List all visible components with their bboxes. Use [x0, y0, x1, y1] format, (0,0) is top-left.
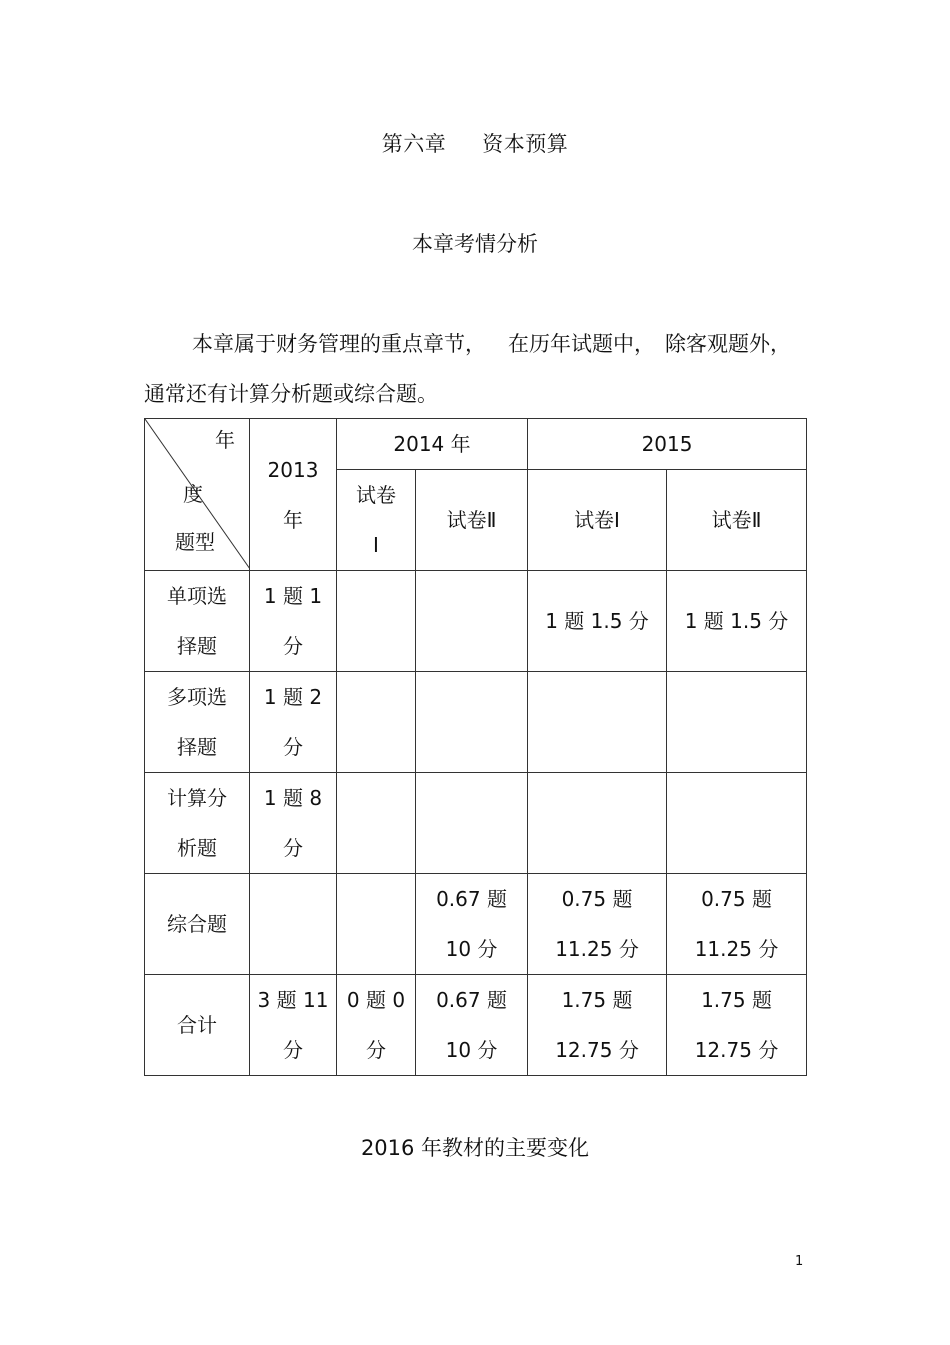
- cell-2014-paper2: [416, 975, 528, 1076]
- cell-line: 12.75 分: [694, 1038, 779, 1062]
- chapter-name: 资本预算: [482, 132, 569, 156]
- row-label: [145, 672, 250, 773]
- cell-2015-paper1: [528, 874, 667, 975]
- row-label-line: 择题: [177, 735, 217, 759]
- cell-2014-paper2: [416, 874, 528, 975]
- intro-part-2: 在历年试题中，: [508, 332, 655, 356]
- corner-year-label: 年: [215, 428, 235, 452]
- row-label: [145, 874, 250, 975]
- chapter-number: 第六章: [381, 132, 447, 156]
- cell-2013: [250, 773, 337, 874]
- row-label-line: 析题: [177, 836, 217, 860]
- intro-line-1: [192, 328, 791, 358]
- cell-2015-paper1: [528, 571, 667, 672]
- cell-line: 1.75 题: [701, 988, 772, 1012]
- cell-line: 1.75 题: [561, 988, 633, 1012]
- header-2013-line2: 年: [283, 507, 303, 532]
- header-2015-paper1: 试卷Ⅰ: [528, 470, 667, 571]
- cell-line: 11.25 分: [555, 937, 639, 961]
- cell-line: 0.75 题: [561, 887, 633, 911]
- cell-2015-paper2: [667, 672, 807, 773]
- table-row: [145, 874, 807, 975]
- header-2015-paper2: 试卷Ⅱ: [667, 470, 807, 571]
- table-row: [145, 975, 807, 1076]
- intro-part-1: 本章属于财务管理的重点章节，: [192, 332, 486, 356]
- row-label: [145, 773, 250, 874]
- cell-line: 分: [283, 634, 303, 658]
- cell-line: 分: [366, 1038, 386, 1062]
- corner-header-cell: [145, 419, 250, 571]
- cell-line: 1 题 1.5 分: [545, 609, 649, 633]
- cell-2013: [250, 672, 337, 773]
- cell-2015-paper2: [667, 773, 807, 874]
- row-label: [145, 571, 250, 672]
- section-subtitle: 本章考情分析: [412, 232, 538, 256]
- cell-line: 10 分: [445, 1038, 498, 1062]
- cell-2013: [250, 975, 337, 1076]
- header-2014-paper1-line1: 试卷: [356, 483, 396, 507]
- cell-line: 12.75 分: [555, 1038, 639, 1062]
- row-label-line: 合计: [177, 1013, 217, 1037]
- cell-line: 0.75 题: [701, 887, 772, 911]
- cell-2014-paper1: [337, 975, 416, 1076]
- row-label-line: 单项选: [167, 584, 227, 608]
- cell-2015-paper1: [528, 773, 667, 874]
- row-label-line: 多项选: [167, 685, 227, 709]
- corner-type-label: 题型: [175, 530, 215, 554]
- cell-2014-paper2: [416, 773, 528, 874]
- table-row: [145, 773, 807, 874]
- header-2013: [250, 419, 337, 571]
- cell-line: 1 题 1: [263, 584, 323, 608]
- row-label: [145, 975, 250, 1076]
- corner-du-label: 度: [183, 482, 203, 506]
- row-label-line: 择题: [177, 634, 217, 658]
- cell-2015-paper2: [667, 975, 807, 1076]
- row-label-line: 计算分: [167, 786, 227, 810]
- cell-2014-paper1: [337, 874, 416, 975]
- cell-line: 0.67 题: [436, 988, 507, 1012]
- header-2013-line1: 2013: [267, 457, 319, 482]
- chapter-title: [0, 128, 950, 158]
- cell-line: 11.25 分: [694, 937, 779, 961]
- cell-2015-paper2: [667, 874, 807, 975]
- page-number: 1: [795, 1254, 804, 1269]
- intro-line-2: 通常还有计算分析题或综合题。: [144, 382, 438, 406]
- cell-2014-paper2: [416, 571, 528, 672]
- cell-line: 分: [283, 1038, 303, 1062]
- cell-line: 0 题 0: [346, 988, 406, 1012]
- cell-line: 0.67 题: [436, 887, 507, 911]
- header-2014: 2014 年: [337, 419, 528, 470]
- cell-2014-paper1: [337, 773, 416, 874]
- row-label-line: 综合题: [167, 912, 227, 936]
- header-2014-paper1: [337, 470, 416, 571]
- cell-2014-paper1: [337, 672, 416, 773]
- cell-line: 1 题 2: [263, 685, 323, 709]
- header-2014-paper2: 试卷Ⅱ: [416, 470, 528, 571]
- cell-2015-paper1: [528, 672, 667, 773]
- cell-2014-paper2: [416, 672, 528, 773]
- cell-2015-paper1: [528, 975, 667, 1076]
- section-heading: 2016 年教材的主要变化: [360, 1136, 590, 1160]
- cell-line: 10 分: [445, 937, 498, 961]
- cell-line: 3 题 11: [257, 988, 329, 1012]
- cell-line: 分: [283, 735, 303, 759]
- exam-stats-table: [144, 418, 807, 1076]
- table-row: [145, 672, 807, 773]
- intro-part-3: 除客观题外，: [665, 332, 791, 356]
- table-row: [145, 571, 807, 672]
- cell-line: 1 题 1.5 分: [684, 609, 789, 633]
- cell-2015-paper2: [667, 571, 807, 672]
- cell-line: 分: [283, 836, 303, 860]
- header-2015: 2015: [528, 419, 807, 470]
- cell-2013: [250, 571, 337, 672]
- cell-2013: [250, 874, 337, 975]
- header-2014-paper1-line2: Ⅰ: [373, 533, 379, 557]
- cell-line: 1 题 8: [263, 786, 323, 810]
- cell-2014-paper1: [337, 571, 416, 672]
